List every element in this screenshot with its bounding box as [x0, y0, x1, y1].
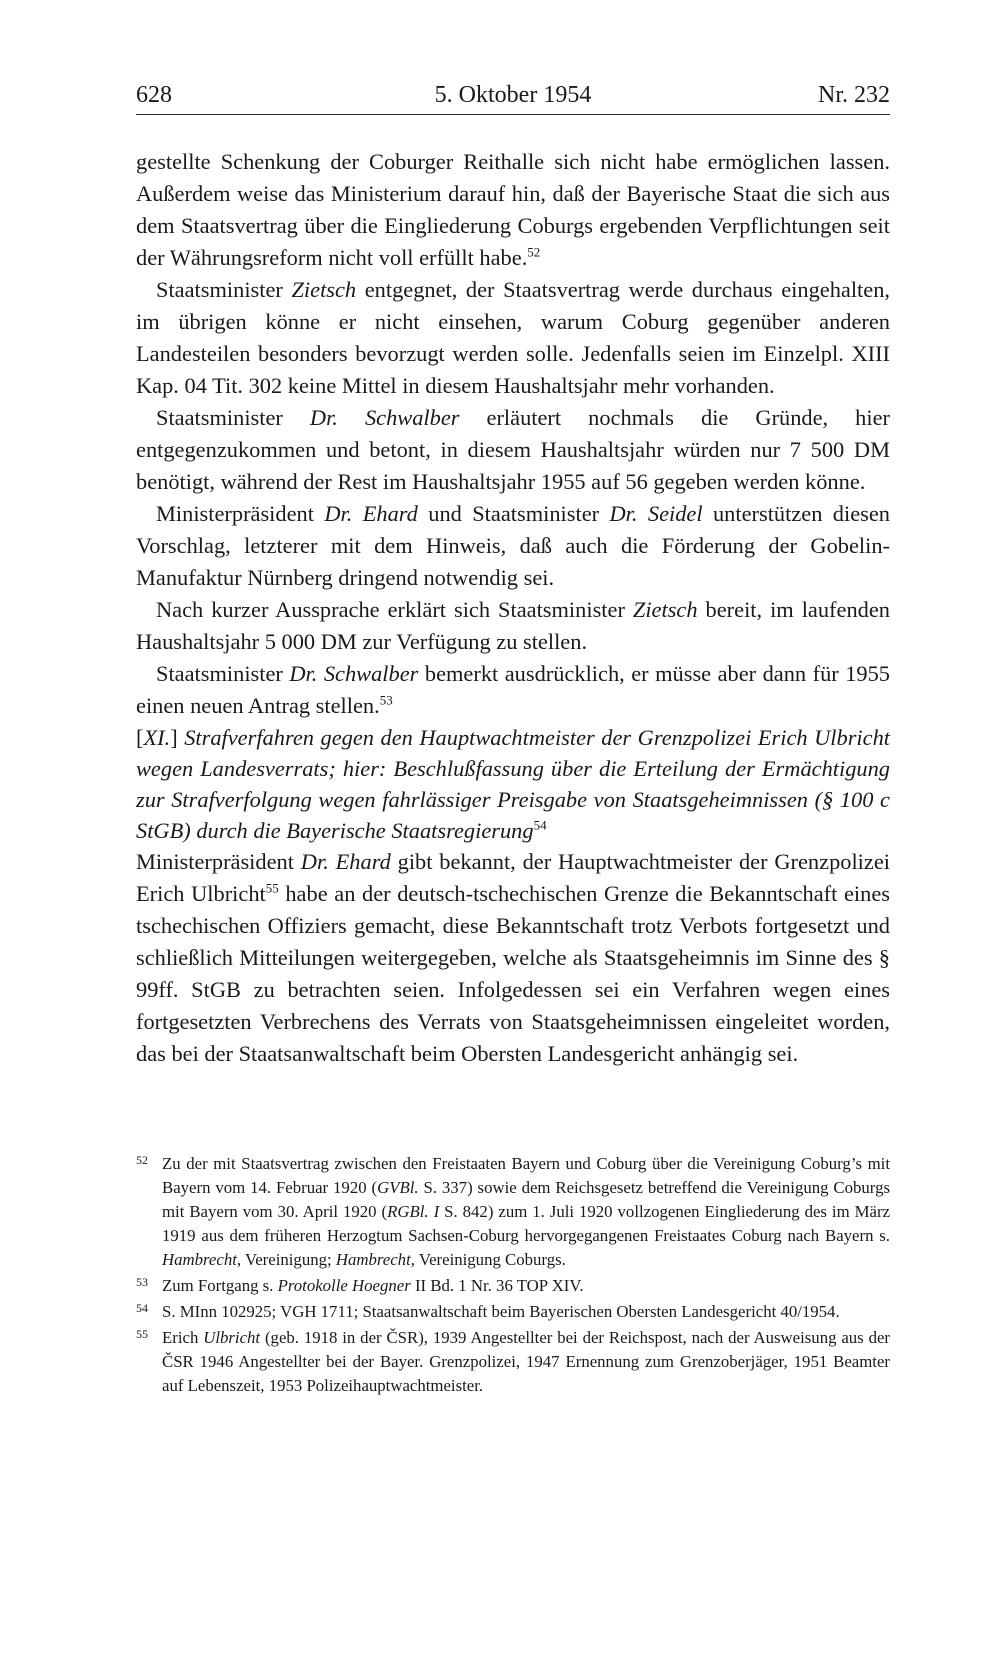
paragraph-text: erläutert nochmals die Gründe, hier entgegenzukommen und betont, in diesem Haushaltsjahr würden nur 7 500 DM benötigt, während der Rest im Haushaltsjahr 1955 auf 56 gegeben werden könne. [136, 405, 890, 494]
person-name: Dr. Seidel [609, 501, 703, 526]
footnote-text: Zu der mit Staatsvertrag zwischen den Freistaaten Bayern und Coburg über die Vereinigung Coburg’s mit Bayern vom 14. Februar 1920 ( [162, 1154, 890, 1197]
author-name: Hambrecht [335, 1250, 411, 1269]
footnote-mark: 54 [136, 1301, 148, 1315]
person-name: Dr. Schwalber [289, 661, 419, 686]
bracket: ] [170, 725, 185, 750]
person-name: Ulbricht [203, 1328, 261, 1347]
paragraph-text: bereit, im laufenden Haushaltsjahr 5 000 DM zur Verfügung zu stellen. [136, 597, 890, 654]
paragraph [136, 846, 890, 1070]
footnote-mark: 55 [136, 1327, 148, 1341]
footnote-text: S. 842) zum 1. Juli 1920 vollzogenen Eingliederung des im März 1919 aus dem früheren Herzogtum Sachsen-Coburg hervorgegangenen Freistaates Coburg nach Bayern s. [162, 1202, 891, 1245]
paragraph-text: gestellte Schenkung der Coburger Reithalle sich nicht habe ermöglichen lassen. Außerdem weise das Ministerium darauf hin, daß der Bayerische Staat die sich aus dem Staatsvertrag über die Eingliederung Coburgs ergebenden Verpflichtungen seit der Währungsreform nicht voll erfüllt habe. [136, 149, 890, 270]
person-name: Zietsch [291, 277, 357, 302]
footnote-text: , Vereinigung; [236, 1250, 336, 1269]
footnote-mark: 52 [136, 1153, 148, 1167]
person-name: Zietsch [632, 597, 698, 622]
citation-title: Protokolle Hoegner [277, 1276, 411, 1295]
paragraph [136, 146, 890, 274]
footnote-text: Erich [162, 1328, 204, 1347]
paragraph-text: habe an der deutsch-tschechischen Grenze die Bekanntschaft eines tschechischen Offiziers gemacht, diese Bekanntschaft trotz Verbots fortgesetzt und schließlich Mitteilungen weitergegeben, welche als Staatsgeheimnis im Sinne des § 99ff. StGB zu betrachten seien. Infolgedessen sei ein Verfahren wegen eines fortgesetzten Verbrechens des Verrats von Staatsgeheimnissen eingeleitet worden, das bei der Staatsanwaltschaft beim Obersten Landesgericht anhängig sei. [136, 881, 890, 1066]
paragraph-text: unterstützen diesen Vorschlag, letzterer mit dem Hinweis, daß auch die Förderung der Gobelin-Manufaktur Nürnberg dringend notwendig sei. [136, 501, 890, 590]
paragraph-text: Staatsminister [156, 277, 292, 302]
document-number: Nr. 232 [818, 82, 890, 108]
citation-title: RGBl. I [387, 1202, 440, 1221]
person-name: Dr. Schwalber [309, 405, 460, 430]
citation-title: GVBl. [377, 1178, 419, 1197]
paragraph-text: Staatsminister [156, 661, 290, 686]
footnote-text: Zum Fortgang s. [162, 1276, 278, 1295]
footnote-text: II Bd. 1 Nr. 36 TOP XIV. [410, 1276, 584, 1295]
footnote-text: , Vereinigung Coburgs. [410, 1250, 566, 1269]
paragraph-text: Staatsminister [156, 405, 310, 430]
footnote-text: (geb. 1918 in der ČSR), 1939 Angestellter bei der Reichspost, nach der Ausweisung aus der ČSR 1946 Angestellter bei der Bayer. Grenzpolizei, 1947 Ernennung zum Grenzoberjäger, 1951 Beamter auf Lebenszeit, 1953 Polizeihauptwachtmeister. [162, 1328, 890, 1395]
paragraph [136, 402, 890, 498]
paragraph [136, 594, 890, 658]
footnote-mark: 53 [136, 1275, 148, 1289]
footnote-ref-53[interactable]: 53 [379, 692, 393, 708]
paragraph-text: entgegnet, der Staatsvertrag werde durchaus eingehalten, im übrigen könne er nicht einsehen, warum Coburg gegenüber anderen Landesteilen besonders bevorzugt werden solle. Jedenfalls seien im Einzelpl. XIII Kap. 04 Tit. 302 keine Mittel in diesem Haushaltsjahr mehr vorhanden. [136, 277, 891, 398]
paragraph-text: bemerkt ausdrücklich, er müsse aber dann für 1955 einen neuen Antrag stellen. [136, 661, 891, 718]
person-name: Dr. Ehard [300, 849, 391, 874]
agenda-item-number: XI. [143, 725, 171, 750]
footnote-53 [136, 1274, 890, 1298]
footnote-52 [136, 1152, 890, 1272]
main-text [136, 146, 890, 1070]
footnote-text: S. MInn 102925; VGH 1711; Staatsanwaltschaft beim Bayerischen Obersten Landesgericht 40/1954. [162, 1302, 840, 1321]
paragraph [136, 658, 890, 722]
paragraph-text: Ministerpräsident [156, 501, 325, 526]
paragraph-text: Nach kurzer Aussprache erklärt sich Staatsminister [156, 597, 633, 622]
paragraph-text: und Staatsminister [417, 501, 610, 526]
author-name: Hambrecht [162, 1250, 237, 1269]
footnote-ref-52[interactable]: 52 [527, 244, 541, 260]
footnote-55 [136, 1326, 890, 1398]
footnote-ref-54[interactable]: 54 [533, 817, 547, 833]
running-header [136, 80, 890, 115]
bracket: [ [136, 725, 144, 750]
page-number: 628 [136, 82, 172, 108]
paragraph [136, 274, 890, 402]
footnote-text: S. 337) sowie dem Reichsgesetz betreffend die Vereinigung Coburgs mit Bayern vom 30. April 1920 ( [162, 1178, 890, 1221]
header-date: 5. Oktober 1954 [434, 82, 592, 108]
footnote-ref-55[interactable]: 55 [265, 880, 279, 896]
paragraph-text: gibt bekannt, der Hauptwachtmeister der Grenzpolizei Erich Ulbricht [136, 849, 890, 906]
paragraph [136, 498, 890, 594]
footnotes [136, 1152, 890, 1400]
footnote-54 [136, 1300, 890, 1324]
agenda-item-heading [136, 722, 890, 846]
agenda-item-title: Strafverfahren gegen den Hauptwachtmeister der Grenzpolizei Erich Ulbricht wegen Landesverrats; hier: Beschlußfassung über die Erteilung der Ermächtigung zur Strafverfolgung wegen fahrlässiger Preisgabe von Staatsgeheimnissen (§ 100 c StGB) durch die Bayerische Staatsregierung [136, 725, 890, 843]
paragraph-text: Ministerpräsident [136, 849, 301, 874]
person-name: Dr. Ehard [324, 501, 418, 526]
